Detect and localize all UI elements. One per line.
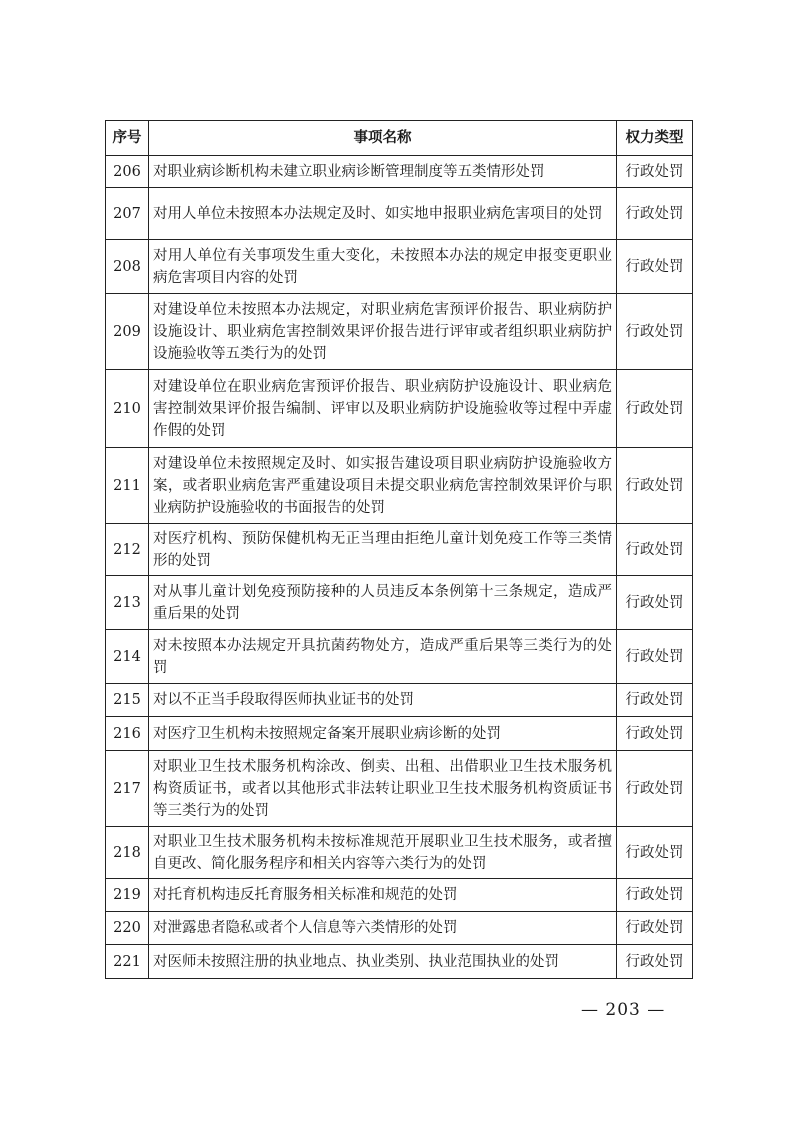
- header-name: 事项名称: [149, 121, 617, 156]
- row-type: 行政处罚: [617, 717, 693, 751]
- row-type: 行政处罚: [617, 945, 693, 979]
- table-row: [106, 188, 693, 240]
- row-type: 行政处罚: [617, 576, 693, 630]
- row-no: 211: [106, 448, 149, 524]
- row-type: 行政处罚: [617, 879, 693, 912]
- row-name: 对建设单位未按照规定及时、如实报告建设项目职业病防护设施验收方案，或者职业病危害严重建设项目未提交职业病危害控制效果评价与职业病防护设施验收的书面报告的处罚: [149, 448, 617, 524]
- row-type: 行政处罚: [617, 448, 693, 524]
- row-type: 行政处罚: [617, 827, 693, 879]
- row-name: 对医师未按照注册的执业地点、执业类别、执业范围执业的处罚: [149, 945, 617, 979]
- row-no: 212: [106, 524, 149, 576]
- row-name: 对建设单位在职业病危害预评价报告、职业病防护设施设计、职业病危害控制效果评价报告编制、评审以及职业病防护设施验收等过程中弄虚作假的处罚: [149, 370, 617, 448]
- row-name: 对泄露患者隐私或者个人信息等六类情形的处罚: [149, 912, 617, 945]
- row-name: 对未按照本办法规定开具抗菌药物处方，造成严重后果等三类行为的处罚: [149, 630, 617, 684]
- row-type: 行政处罚: [617, 684, 693, 717]
- row-type: 行政处罚: [617, 156, 693, 188]
- row-name: 对职业卫生技术服务机构涂改、倒卖、出租、出借职业卫生技术服务机构资质证书，或者以其他形式非法转让职业卫生技术服务机构资质证书等三类行为的处罚: [149, 751, 617, 827]
- row-no: 215: [106, 684, 149, 717]
- table-row: [106, 717, 693, 751]
- table-row: [106, 879, 693, 912]
- power-list-table: [105, 120, 693, 979]
- row-type: 行政处罚: [617, 912, 693, 945]
- header-no: 序号: [106, 121, 149, 156]
- row-name: 对医疗卫生机构未按照规定备案开展职业病诊断的处罚: [149, 717, 617, 751]
- table-row: [106, 576, 693, 630]
- row-type: 行政处罚: [617, 524, 693, 576]
- row-no: 208: [106, 240, 149, 294]
- table-row: [106, 827, 693, 879]
- row-no: 207: [106, 188, 149, 240]
- row-name: 对以不正当手段取得医师执业证书的处罚: [149, 684, 617, 717]
- row-type: 行政处罚: [617, 188, 693, 240]
- table-row: [106, 751, 693, 827]
- row-type: 行政处罚: [617, 240, 693, 294]
- row-name: 对从事儿童计划免疫预防接种的人员违反本条例第十三条规定，造成严重后果的处罚: [149, 576, 617, 630]
- row-no: 221: [106, 945, 149, 979]
- table-row: [106, 156, 693, 188]
- row-no: 213: [106, 576, 149, 630]
- table-row: [106, 912, 693, 945]
- row-name: 对职业病诊断机构未建立职业病诊断管理制度等五类情形处罚: [149, 156, 617, 188]
- row-name: 对用人单位未按照本办法规定及时、如实地申报职业病危害项目的处罚: [149, 188, 617, 240]
- table-row: [106, 294, 693, 370]
- row-name: 对用人单位有关事项发生重大变化，未按照本办法的规定申报变更职业病危害项目内容的处罚: [149, 240, 617, 294]
- table-row: [106, 448, 693, 524]
- row-no: 220: [106, 912, 149, 945]
- table-row: [106, 945, 693, 979]
- row-no: 216: [106, 717, 149, 751]
- table-row: [106, 240, 693, 294]
- table-row: [106, 684, 693, 717]
- row-no: 210: [106, 370, 149, 448]
- row-no: 209: [106, 294, 149, 370]
- row-type: 行政处罚: [617, 630, 693, 684]
- row-name: 对建设单位未按照本办法规定，对职业病危害预评价报告、职业病防护设施设计、职业病危害控制效果评价报告进行评审或者组织职业病防护设施验收等五类行为的处罚: [149, 294, 617, 370]
- row-no: 214: [106, 630, 149, 684]
- page-number: — 203 —: [581, 1000, 666, 1020]
- header-type: 权力类型: [617, 121, 693, 156]
- row-name: 对职业卫生技术服务机构未按标准规范开展职业卫生技术服务，或者擅自更改、简化服务程序和相关内容等六类行为的处罚: [149, 827, 617, 879]
- table-row: [106, 370, 693, 448]
- row-no: 218: [106, 827, 149, 879]
- row-type: 行政处罚: [617, 751, 693, 827]
- row-type: 行政处罚: [617, 370, 693, 448]
- row-no: 206: [106, 156, 149, 188]
- table-row: [106, 630, 693, 684]
- row-no: 219: [106, 879, 149, 912]
- row-name: 对托育机构违反托育服务相关标准和规范的处罚: [149, 879, 617, 912]
- row-name: 对医疗机构、预防保健机构无正当理由拒绝儿童计划免疫工作等三类情形的处罚: [149, 524, 617, 576]
- table-row: [106, 524, 693, 576]
- table-header-row: [106, 121, 693, 156]
- row-no: 217: [106, 751, 149, 827]
- row-type: 行政处罚: [617, 294, 693, 370]
